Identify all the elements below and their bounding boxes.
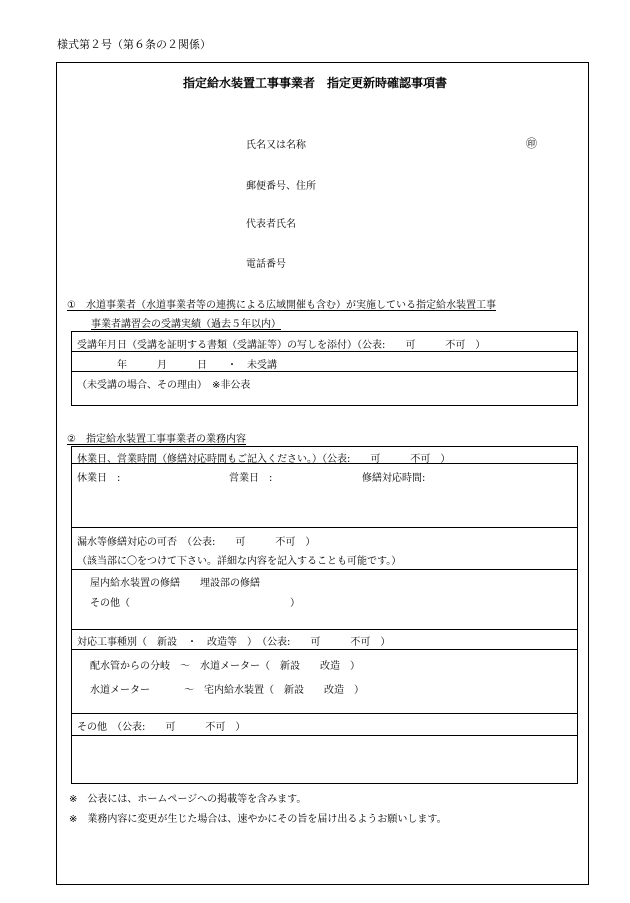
leak-repair-other: その他（ ）: [90, 598, 300, 609]
hours-header: 休業日、営業時間（修繕対応時間もご記入ください。）（公表: 可 不可 ）: [77, 454, 451, 465]
no-attendance-reason: （未受講の場合、その理由） ※非公表: [77, 380, 251, 391]
work-type-branch: 配水管からの分岐 ～ 水道メーター（ 新設 改造 ）: [90, 661, 360, 672]
repair-hours-label: 修繕対応時間:: [362, 473, 426, 484]
attendance-date-value: 年 月 日 ・ 未受講: [117, 360, 277, 371]
divider: [71, 527, 578, 528]
leak-repair-options: 屋内給水装置の修繕 埋設部の修繕: [90, 578, 260, 589]
divider: [71, 351, 578, 352]
work-type-indoor: ～ 宅内給水装置（ 新設 改造 ）: [184, 685, 364, 696]
phone-label: 電話番号: [246, 259, 286, 270]
name-label: 氏名又は名称: [246, 140, 306, 151]
divider: [71, 649, 578, 650]
section2-table: [71, 446, 578, 784]
page-title: 指定給水装置工事事業者 指定更新時確認事項書: [182, 76, 447, 90]
section1-heading-line2: 事業者講習会の受講実績（過去５年以内）: [91, 319, 281, 330]
section2-heading: ② 指定給水装置工事事業者の業務内容: [67, 434, 246, 445]
divider: [71, 713, 578, 714]
leak-repair-header: 漏水等修繕対応の可否 （公表: 可 不可 ）: [77, 537, 316, 548]
address-label: 郵便番号、住所: [246, 181, 316, 192]
business-day-label: 営業日 :: [229, 473, 273, 484]
divider: [71, 371, 578, 372]
divider: [71, 629, 578, 630]
divider: [71, 569, 578, 570]
note-change-report: ※ 業務内容に変更が生じた場合は、速やかにその旨を届け出るようお願いします。: [69, 814, 447, 825]
attendance-date-header: 受講年月日（受講を証明する書類（受講証等）の写しを添付）（公表: 可 不可 ）: [77, 340, 486, 351]
work-type-header: 対応工事種別（ 新設 ・ 改造等 ） （公表: 可 不可 ）: [77, 637, 391, 648]
divider: [71, 735, 578, 736]
leak-repair-note: （該当部に〇をつけて下さい。詳細な内容を記入することも可能です。）: [77, 556, 402, 567]
closed-day-label: 休業日 :: [77, 473, 121, 484]
seal-icon: ㊞: [526, 137, 537, 150]
representative-label: 代表者氏名: [246, 219, 296, 230]
note-publication: ※ 公表には、ホームページへの掲載等を含みます。: [69, 794, 307, 805]
section1-heading-line1: ① 水道事業者（水道事業者等の連携による広域開催も含む）が実施している指定給水装置工事: [67, 300, 496, 311]
work-type-meter: 水道メーター: [90, 685, 150, 696]
form-number: 様式第２号（第６条の２関係）: [57, 38, 211, 51]
other-header: その他 （公表: 可 不可 ）: [77, 722, 246, 733]
